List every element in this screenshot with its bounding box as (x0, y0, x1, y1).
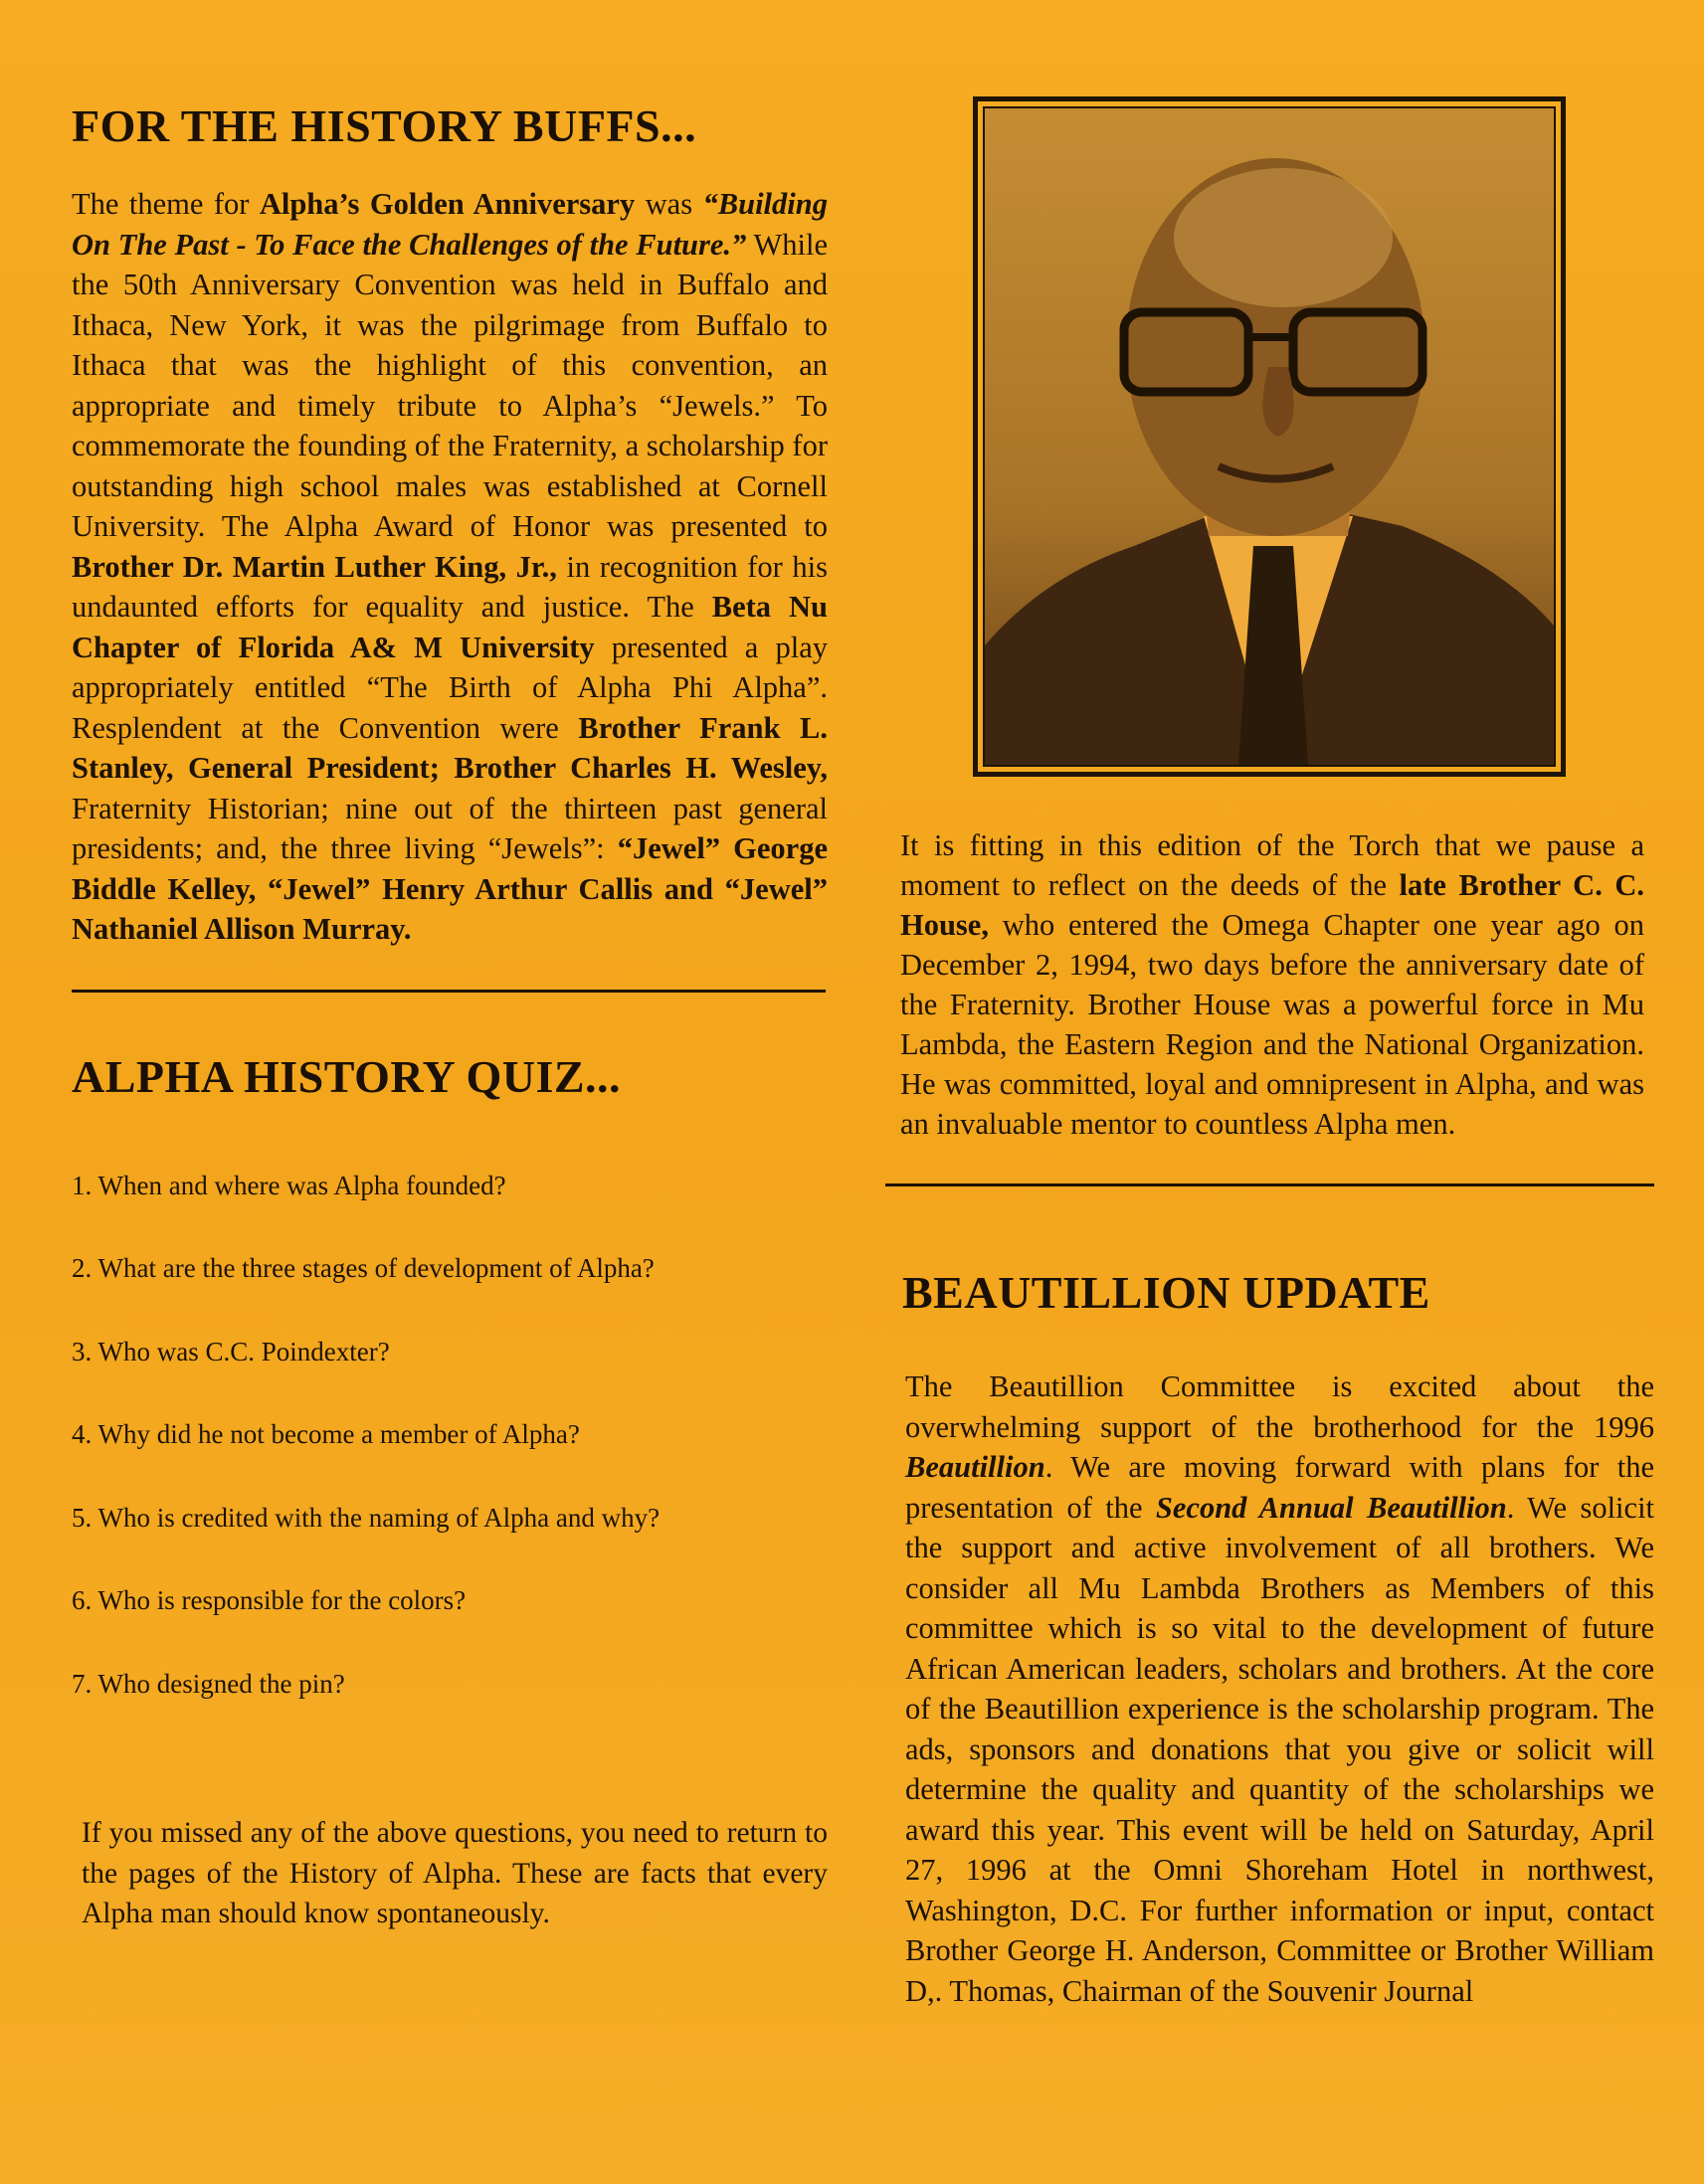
left-column (72, 99, 828, 1934)
quiz-title: ALPHA HISTORY QUIZ... (72, 1050, 622, 1102)
portrait-illustration (985, 108, 1554, 765)
tribute-text: It is fitting in this edition of the Torch that we pause a moment to reflect on the deeds of the late Brother C. C. House, who entered the Omega Chapter one year ago on December 2, 1994, two days before the anniversary date of the Fraternity. Brother House was a powerful force in Mu Lambda, the Eastern Region and the National Organization. He was committed, loyal and omnipresent in Alpha, and was an invaluable mentor to countless Alpha men. (900, 828, 1644, 1141)
quiz-question: 1. When and where was Alpha founded? (72, 1170, 506, 1200)
beta-nu-chapter: Beta Nu Chapter of Florida A& M University (72, 590, 828, 664)
anniversary-theme: “Building On The Past - To Face the Challenges of the Future.” (72, 187, 828, 262)
mlk-name: Brother Dr. Martin Luther King, Jr., (72, 549, 557, 584)
left-divider (72, 990, 826, 993)
quiz-footer: If you missed any of the above questions, you need to return to the pages of the History of Alpha. These are facts that every Alpha man should know spontaneously. (82, 1817, 828, 1929)
right-divider (885, 1183, 1654, 1186)
portrait-photo-frame (973, 96, 1566, 777)
quiz-question: 2. What are the three stages of development of Alpha? (72, 1253, 655, 1283)
golden-anniversary: Alpha’s Golden Anniversary (259, 187, 636, 221)
quiz-question: 7. Who designed the pin? (72, 1668, 345, 1699)
beautillion-title: BEAUTILLION UPDATE (902, 1267, 1430, 1318)
right-column (885, 825, 1656, 2011)
quiz-question: 4. Why did he not become a member of Alpha? (72, 1419, 580, 1449)
jewels-names: “Jewel” George Biddle Kelley, “Jewel” Henry Arthur Callis and “Jewel” Nathaniel Allison Murray. (72, 831, 828, 946)
quiz-question: 6. Who is responsible for the colors? (72, 1585, 467, 1615)
history-buffs-title: FOR THE HISTORY BUFFS... (72, 100, 697, 151)
cc-house-name: late Brother C. C. House, (900, 868, 1644, 942)
history-buffs-text: The theme for Alpha’s Golden Anniversary was “Building On The Past - To Face the Challenges of the Future.” While the 50th Anniversary Convention was held in Buffalo and Ithaca, New York, it was the pilgrimage from Buffalo to Ithaca that was the highlight of this convention, an appropriate and timely tribute to Alpha’s “Jewels.” To commemorate the founding of the Fraternity, a scholarship for outstanding high school males was established at Cornell University. The Alpha Award of Honor was presented to Brother Dr. Martin Luther King, Jr., in recognition for his undaunted efforts for equality and justice. The Beta Nu Chapter of Florida A& M University presented a play appropriately entitled “The Birth of Alpha Phi Alpha”. Resplendent at the Convention were Brother Frank L. Stanley, General President; Brother Charles H. Wesley, Fraternity Historian; nine out of the thirteen past general presidents; and, the three living “Jewels”: “Jewel” George Biddle Kelley, “Jewel” Henry Arthur Callis and “Jewel” Nathaniel Allison Murray. (72, 187, 828, 946)
beautillion-text: The Beautillion Committee is excited about the overwhelming support of the brotherhood for the 1996 Beautillion. We are moving forward with plans for the presentation of the Second Annual Beautillion. We solicit the support and active involvement of all brothers. We consider all Mu Lambda Brothers as Members of this committee which is so vital to the development of future African American leaders, scholars and brothers. At the core of the Beautillion experience is the scholarship program. The ads, sponsors and donations that you give or solicit will determine the quality and quantity of the scholarships we award this year. This event will be held on Saturday, April 27, 1996 at the Omni Shoreham Hotel in northwest, Washington, D.C. For further information or input, contact Brother George H. Anderson, Committee or Brother William D,. Thomas, Chairman of the Souvenir Journal (905, 1369, 1655, 2008)
portrait-photo (983, 106, 1556, 767)
quiz-question: 3. Who was C.C. Poindexter? (72, 1336, 390, 1366)
quiz-questions (72, 1171, 828, 1752)
quiz-question: 5. Who is credited with the naming of Alpha and why? (72, 1502, 661, 1533)
stanley-wesley: Brother Frank L. Stanley, General President; Brother Charles H. Wesley, (72, 710, 828, 785)
